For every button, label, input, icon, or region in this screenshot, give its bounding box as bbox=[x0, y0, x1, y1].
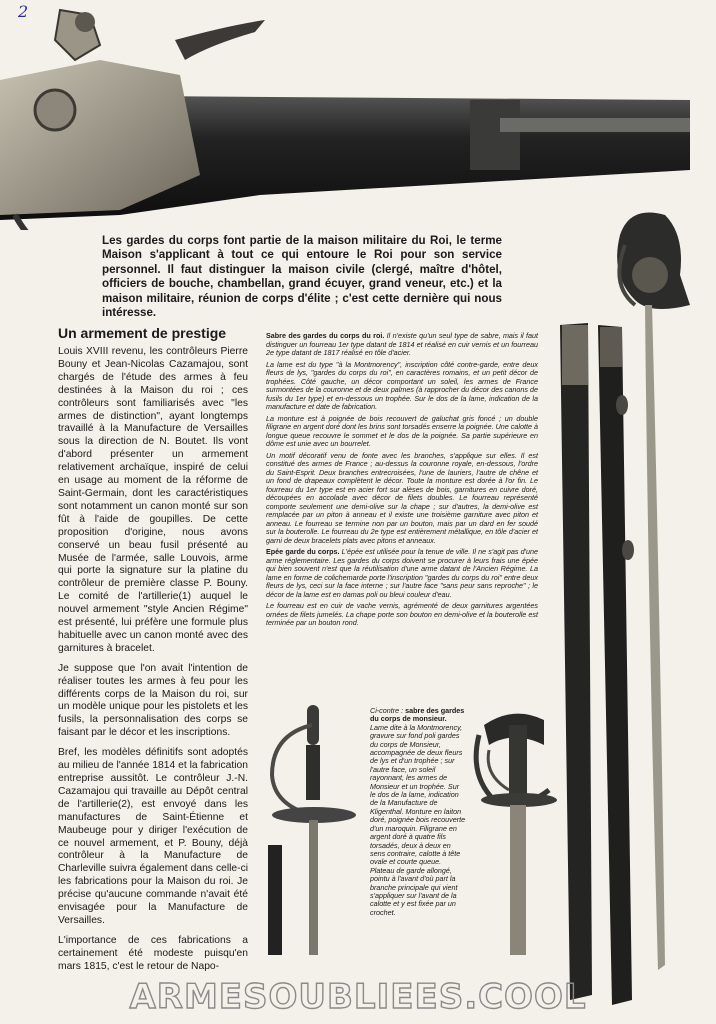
intro-paragraph: Les gardes du corps font partie de la maison militaire du Roi, le terme Maison s'applicant à tout ce qui entoure le Roi pour son service personnel. Il faut distinguer la maison civile (clergé, maître d'hôtel, officiers de bouche, chambellan, grand écuyer, grand veneur, etc.) et la maison militaire, réunion de corps d'élite ; c'est cette dernière qui nous intéresse. bbox=[102, 234, 502, 320]
paragraph: Bref, les modèles définitifs sont adoptés au milieu de l'année 1814 et la fabrication entreprise aussitôt. Le contrôleur J.-N. Cazamajou qui travaille au Dépôt central de l'artillerie(2), est envoyé dans les manufactures de Saint-Étienne et Maubeuge pour y diriger l'exécution de ce nouvel armement, et P. Bouny, déjà contrôleur à la Manufacture de Charleville suivra également dans celle-ci les fabrications pour la Maison du roi. Je précise qu'aucune commande n'avait été envisagée pour la Manufacture de Versailles. bbox=[58, 747, 248, 926]
paragraph-heading: Epée garde du corps. bbox=[266, 547, 340, 556]
paragraph: Un motif décoratif venu de fonte avec les branches, s'applique sur elles. Il est constitué des armes de France ; au-dessus la couronne royale, en-dessous, l'ordre du Saint-Esprit. Deux branches entrecroisées, l'une de lauriers, l'autre de chêne et un fond de drapeaux complètent le décor. Toute la monture est dorée à l'or fin. Le fourreau du 1er type est en acier fort sur alèses de bois, garnitures en cuivre doré, découpées en accolade avec décor de filets doubles. Le fourreau représenté comporte seulement une demi-olive sur la chape ; sur d'autres, la demi-olive est remplacée par un piton à anneau et il existe une troisième garniture avec piton et anneau. Le fourreau se termine non par un bouton, mais par un dard en fer soudé sur la bouterolle. Le fourreau du 2e type est entièrement métallique, en tôle d'acier et garni de deux bracelets plats avec pitons et anneaux. bbox=[266, 450, 538, 545]
photo-caption: Ci-contre : sabre des gardes du corps de monsieur. Lame dite à la Montmorency, gravure sur fond poli gardes du corps de Monsieur, accompagnée de deux fleurs de lys et d'un trophée ; sur l'autre face, un soleil rayonnant, les armes de Monsieur et un trophée. Sur le dos de la lame, indication de la Manufacture de Kligenthal. Monture en laiton doré, poignée bois recouverte d'un maroquin. Filigrane en argent doré à quatre fils torsadés, deux à deux en sens contraire, calotte à tête ovale et courte queue. Plateau de garde allongé, pointu à l'avant d'où part la branche principale qui vient s'appliquer sur l'avant de la calotte et y est fixée par un crochet. bbox=[370, 706, 466, 917]
paragraph: Le fourreau est en cuir de vache vernis, agrémenté de deux garnitures argentées ornées de filets jumelés. La chape porte son bouton en demi-olive et la bouterolle est terminée par un bouton rond. bbox=[266, 601, 538, 627]
watermark: ARMESOUBLIEES.COOL bbox=[129, 977, 587, 1017]
musket-photo bbox=[0, 0, 716, 230]
paragraph-heading: Sabre des gardes du corps du roi. bbox=[266, 331, 385, 340]
paragraph: La lame est du type "à la Montmorency", inscription côté contre-garde, entre deux fleurs de lys, "gardes du corps du roi", en caractères romains, et un petit décor de trophées. Côté gauche, un décor comportant un soleil, les armes de France surmontées de la couronne et de deux palmes (à rapprocher du décor des canons de fusils du 1er type) et en-dessous un trophée. Sur le dos de la lame, indication de la manufacture et date de fabrication. bbox=[266, 359, 538, 411]
page-number: 2 bbox=[18, 2, 29, 21]
section-title: Un armement de prestige bbox=[58, 325, 227, 341]
sabre-monsieur-photo bbox=[464, 705, 564, 955]
paragraph: Epée garde du corps. L'épée est utilisée pour la tenue de ville. Il ne s'agit pas d'une arme réglementaire. Les gardes du corps doivent se procurer à leurs frais une épée qui bien souvent n'est que la réutilisation d'une arme datant de l'Ancien Régime. La lame en forme de colichemarde porte l'inscription "gardes du corps du roi" entre deux fleurs de lys, ceci sur la face interne ; sur l'autre face "sans peur sans reproche" ; le décor de la lame est en damas poli ou bleui couleur d'eau. bbox=[266, 547, 539, 599]
article-column-middle bbox=[266, 332, 538, 631]
paragraph: La monture est à poignée de bois recouvert de galuchat gris foncé ; un double filigrane en argent doré dont les brins sont torsadés enserre la poignée. Une calotte à longue queue recouvre le sommet et le dos de la poignée. Sa partie supérieure en dôme est unie avec un bourrelet. bbox=[266, 413, 538, 448]
epee-photo bbox=[262, 705, 367, 955]
paragraph: L'importance de ces fabrications a certainement été modeste puisqu'en mars 1815, c'est le retour de Napo- bbox=[58, 934, 248, 972]
paragraph: Je suppose que l'on avait l'intention de réaliser toutes les armes à feu pour les différents corps de la Maison du roi, sur un modèle unique pour les pistolets et les fusils, la personnalisation des corps se faisant par le décor et les inscriptions. bbox=[58, 662, 248, 739]
caption-title: sabre des gardes du corps de monsieur. bbox=[370, 706, 465, 724]
article-column-left bbox=[58, 346, 248, 981]
paragraph: Sabre des gardes du corps du roi. Il n'existe qu'un seul type de sabre, mais il faut distinguer un fourreau 1er type datant de 1814 et réalisé en cuir vernis et un fourreau 2e type datant de 1817 réalisé en tôle d'acier. bbox=[266, 331, 538, 357]
sabres-and-scabbards-photo bbox=[550, 205, 716, 1005]
paragraph: Louis XVIII revenu, les contrôleurs Pierre Bouny et Jean-Nicolas Cazamajou, sont chargés de l'étude des armes à feu destinées à la Maison du roi ; ces contrôleurs sont familiarisés avec "les armes de distinction", ayant longtemps travaillé à la Manufacture de Versailles sous la direction de N. Boutet. Ils vont d'abord présenter un armement relativement archaïque, inspiré de celui en usage au moment de la réforme de Saint-Germain, dont les caractéristiques sont notamment un canon monté sur son fût à l'aide de goupilles. De cette proposition d'origine, nous avons conservé un beau fusil présenté au Musée de l'armée, salle Louvois, arme qui porte la signature sur la platine du contrôleur de première classe P. Bouny. Le comité de l'artillerie(1) auquel le nouvel armement "style Ancien Régime" est présenté, lui préfère une formule plus habituelle avec un canon monté avec des garnitures à bracelet. bbox=[58, 346, 248, 654]
